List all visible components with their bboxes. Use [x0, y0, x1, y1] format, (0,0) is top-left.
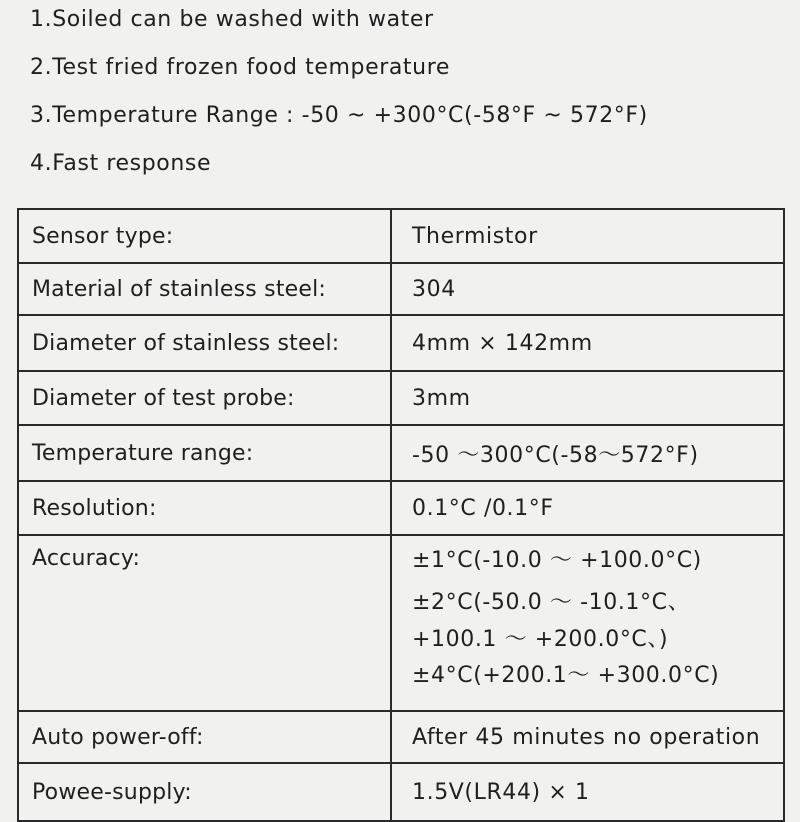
spec-value: 4mm × 142mm: [391, 315, 784, 371]
spec-row-temperature-range: [18, 425, 784, 481]
spec-value: 3mm: [391, 371, 784, 425]
spec-value: 0.1°C /0.1°F: [391, 481, 784, 535]
accuracy-line: ±1°C(-10.0 ～ +100.0°C): [412, 548, 702, 573]
spec-label: Accuracy:: [18, 535, 391, 711]
spec-row-accuracy: [18, 535, 784, 711]
spec-value: 1.5V(LR44) × 1: [391, 763, 784, 821]
spec-label: Diameter of test probe:: [18, 371, 391, 425]
spec-row-sensor-type: [18, 209, 784, 263]
feature-item: 2.Test fried frozen food temperature: [30, 55, 450, 80]
spec-label: Temperature range:: [18, 425, 391, 481]
spec-value-accuracy: [391, 535, 784, 711]
accuracy-line: +100.1 ～ +200.0°C、): [412, 627, 669, 652]
spec-row-diameter-probe: [18, 371, 784, 425]
spec-label: Diameter of stainless steel:: [18, 315, 391, 371]
spec-value: -50 ～300°C(-58～572°F): [391, 425, 784, 481]
feature-item: 3.Temperature Range : -50 ~ +300°C(-58°F ~ 572°F): [30, 103, 648, 128]
feature-item: 4.Fast response: [30, 151, 212, 176]
feature-list: [30, 6, 648, 198]
spec-label: Auto power-off:: [18, 711, 391, 763]
spec-row-resolution: [18, 481, 784, 535]
spec-table: [17, 208, 785, 822]
spec-row-material: [18, 263, 784, 315]
spec-label: Material of stainless steel:: [18, 263, 391, 315]
spec-value: Thermistor: [391, 209, 784, 263]
spec-label: Resolution:: [18, 481, 391, 535]
accuracy-line: ±4°C(+200.1～ +300.0°C): [412, 663, 720, 688]
spec-label: Sensor type:: [18, 209, 391, 263]
spec-label: Powee-supply:: [18, 763, 391, 821]
accuracy-line: ±2°C(-50.0 ～ -10.1°C、: [412, 590, 691, 615]
spec-value: 304: [391, 263, 784, 315]
spec-row-diameter-steel: [18, 315, 784, 371]
spec-row-auto-power-off: [18, 711, 784, 763]
spec-value: After 45 minutes no operation: [391, 711, 784, 763]
feature-item: 1.Soiled can be washed with water: [30, 7, 434, 32]
spec-row-power-supply: [18, 763, 784, 821]
